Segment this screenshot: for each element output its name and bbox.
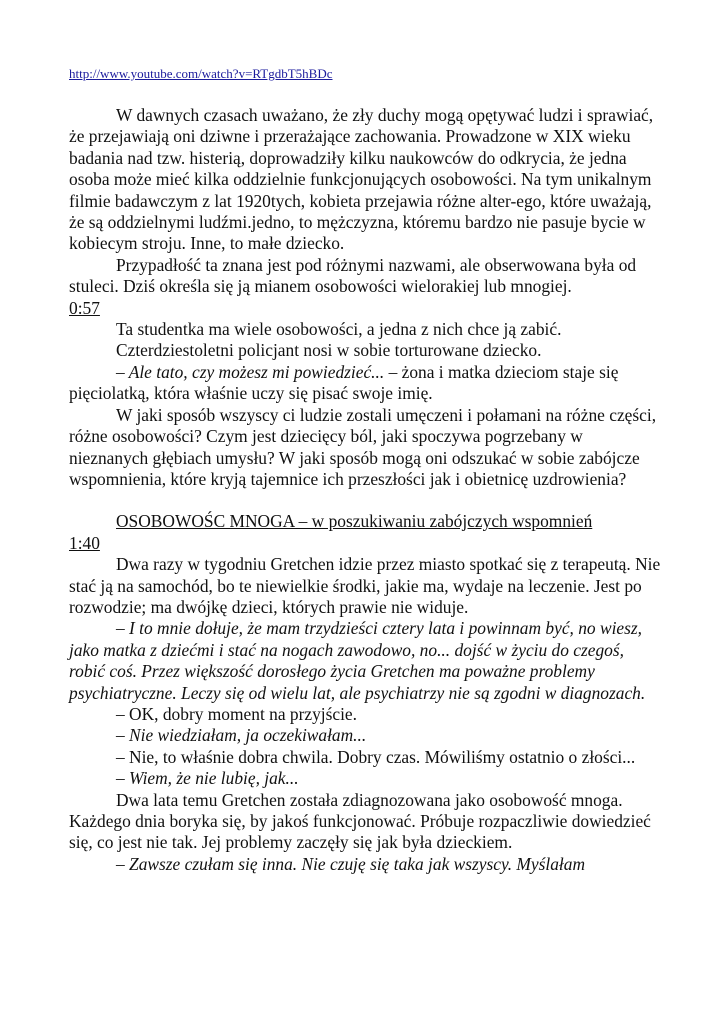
timestamp-0-57: 0:57 [69, 297, 100, 318]
document-body [69, 66, 661, 875]
dialogue-line-3: – Nie, to właśnie dobra chwila. Dobry czas. Mówiliśmy ostatnio o złości... [116, 746, 636, 767]
spacer [69, 490, 661, 511]
quote-gretchen-1: – I to mnie dołuje, że mam trzydzieści cztery lata i powinnam być, no wiesz, jako matka z dziećmi i stać na nogach zawodowo, no... dojść w życiu do czegoś, robić coś. Przez większość dorosłego życia Gretchen ma poważne problemy psychiatryczne. Leczy się od wielu lat, ale psychiatrzy nie są zgodni w diagnozach. [69, 618, 646, 703]
paragraph-gretchen: Dwa razy w tygodniu Gretchen idzie przez miasto spotkać się z terapeutą. Nie stać ją na samochód, bo te niewielkie środki, jakie ma, wydaje na leczenie. Jest po rozwodzie; ma dwójkę dzieci, których prawie nie widuje. [69, 554, 661, 617]
dialogue-line-1: – OK, dobry moment na przyjście. [116, 703, 357, 724]
timestamp-1-40: 1:40 [69, 532, 100, 553]
paragraph-history: Przypadłość ta znana jest pod różnymi nazwami, ale obserwowana była od stuleci. Dziś określa się ją mianem osobowości wielorakiej lub mnogiej. [69, 254, 637, 297]
paragraph-policeman: Czterdziestoletni policjant nosi w sobie torturowane dziecko. [116, 340, 542, 361]
paragraph-mother-rest: – żona i matka dzieciom staje się pięciolatką, która właśnie uczy się pisać swoje imię. [69, 361, 619, 404]
paragraph-diagnosis: Dwa lata temu Gretchen została zdiagnozowana jako osobowość mnoga. Każdego dnia boryka się, by jakoś funkcjonować. Próbuje rozpaczliwie dowiedzieć się, co jest nie tak. Jej problemy zaczęły się jak była dzieckiem. [69, 789, 651, 853]
quote-mother: – Ale tato, czy możesz mi powiedzieć... [116, 361, 385, 382]
paragraph-questions: W jaki sposób wszyscy ci ludzie zostali umęczeni i połamani na różne części, różne osobowości? Czym jest dziecięcy ból, jaki spoczywa pogrzebany w nieznanych głębiach umysłu? W jaki sposób mogą oni odszukać w sobie zabójcze wspomnienia, które kryją tajemnice ich przeszłości jak i obietnicę uzdrowienia? [69, 404, 657, 489]
dialogue-line-4: – Wiem, że nie lubię, jak... [116, 768, 299, 789]
paragraph-student: Ta studentka ma wiele osobowości, a jedna z nich chce ją zabić. [116, 319, 562, 340]
dialogue-line-2: – Nie wiedziałam, ja oczekiwałam... [116, 725, 367, 746]
section-heading: OSOBOWOŚC MNOGA – w poszukiwaniu zabójczych wspomnień [116, 511, 593, 532]
youtube-link[interactable]: http://www.youtube.com/watch?v=RTgdbT5hBDc [69, 66, 333, 81]
paragraph-intro: W dawnych czasach uważano, że zły duchy mogą opętywać ludzi i sprawiać, że przejawiają oni dziwne i przerażające zachowania. Prowadzone w XIX wieku badania nad tzw. histerią, doprowadziły kilku naukowców do odkrycia, że jedna osoba może mieć kilka oddzielnie funkcjonujących osobowości. Na tym unikalnym filmie badawczym z lat 1920tych, kobieta przejawia różne alter-ego, które uważają, że są oddzielnymi ludźmi.jedno, to mężczyzna, któremu bardzo nie pasuje bycie w kobiecym stroju. Inne, to małe dziecko. [69, 105, 654, 254]
quote-gretchen-2: – Zawsze czułam się inna. Nie czuję się taka jak wszyscy. Myślałam [116, 853, 586, 874]
paragraph-mother [69, 362, 661, 405]
